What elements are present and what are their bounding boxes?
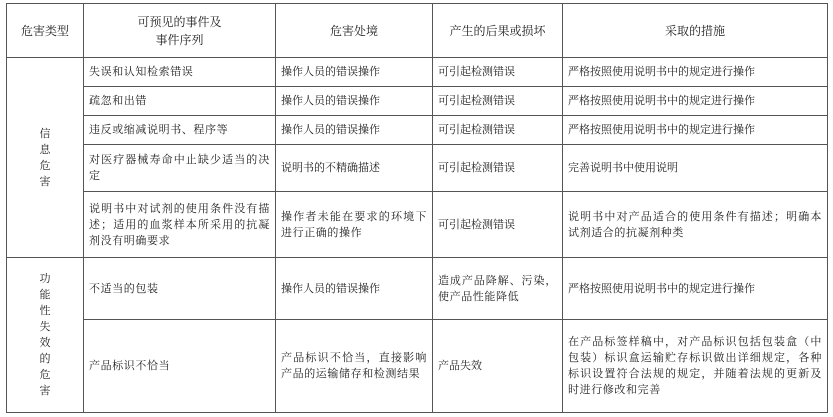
hazard-type-label: 信息危害 bbox=[39, 126, 51, 188]
event-cell: 违反或缩减说明书、程序等 bbox=[84, 116, 276, 145]
consequence-cell: 可引起检测错误 bbox=[433, 192, 563, 258]
header-row bbox=[7, 4, 828, 58]
situation-cell: 操作人员的错误操作 bbox=[276, 116, 433, 145]
event-cell: 产品标识不恰当 bbox=[84, 320, 276, 413]
situation-cell: 操作人员的错误操作 bbox=[276, 58, 433, 87]
measure-cell: 严格按照使用说明书中的规定进行操作 bbox=[563, 116, 828, 145]
situation-cell: 产品标识不恰当，直接影响产品的运输储存和检测结果 bbox=[276, 320, 433, 413]
header-situation: 危害处境 bbox=[276, 4, 433, 58]
measure-cell: 说明书中对产品适合的使用条件有描述；明确本试剂适合的抗凝剂种类 bbox=[563, 192, 828, 258]
header-event bbox=[84, 4, 276, 58]
hazard-type-cell bbox=[7, 258, 84, 413]
measure-cell: 严格按照使用说明书中的规定进行操作 bbox=[563, 58, 828, 87]
consequence-cell: 可引起检测错误 bbox=[433, 87, 563, 116]
event-cell: 失误和认知检索错误 bbox=[84, 58, 276, 87]
situation-cell: 操作人员的错误操作 bbox=[276, 87, 433, 116]
measure-cell: 严格按照使用说明书中的规定进行操作 bbox=[563, 87, 828, 116]
event-cell: 对医疗器械寿命中止缺少适当的决定 bbox=[84, 145, 276, 192]
hazard-type-cell bbox=[7, 58, 84, 258]
header-event-line1: 可预见的事件及 bbox=[137, 14, 222, 29]
table-row bbox=[7, 145, 828, 192]
table-row bbox=[7, 87, 828, 116]
consequence-cell: 造成产品降解、污染，使产品性能降低 bbox=[433, 258, 563, 320]
situation-cell: 操作者未能在要求的环境下进行正确的操作 bbox=[276, 192, 433, 258]
table-row bbox=[7, 116, 828, 145]
hazard-type-label: 功能性失效的危害 bbox=[39, 272, 51, 397]
consequence-cell: 产品失效 bbox=[433, 320, 563, 413]
event-cell: 疏忽和出错 bbox=[84, 87, 276, 116]
consequence-cell: 可引起检测错误 bbox=[433, 145, 563, 192]
event-cell: 说明书中对试剂的使用条件没有描述；适用的血浆样本所采用的抗凝剂没有明确要求 bbox=[84, 192, 276, 258]
header-consequence: 产生的后果或损坏 bbox=[433, 4, 563, 58]
header-event-line2: 事件序列 bbox=[155, 32, 204, 47]
header-hazard-type: 危害类型 bbox=[7, 4, 84, 58]
table-row bbox=[7, 258, 828, 320]
table-row bbox=[7, 192, 828, 258]
measure-cell: 严格按照使用说明书中的规定进行操作 bbox=[563, 258, 828, 320]
measure-cell: 在产品标签样稿中，对产品标识包括包装盒（中包装）标识盒运输贮存标识做出详细规定，各种标识设置符合法规的规定，并随着法规的更新及时进行修改和完善 bbox=[563, 320, 828, 413]
consequence-cell: 可引起检测错误 bbox=[433, 116, 563, 145]
measure-cell: 完善说明书中使用说明 bbox=[563, 145, 828, 192]
table-row bbox=[7, 320, 828, 413]
situation-cell: 操作人员的错误操作 bbox=[276, 258, 433, 320]
situation-cell: 说明书的不精确描述 bbox=[276, 145, 433, 192]
header-measure: 采取的措施 bbox=[563, 4, 828, 58]
table-row bbox=[7, 58, 828, 87]
consequence-cell: 可引起检测错误 bbox=[433, 58, 563, 87]
event-cell: 不适当的包装 bbox=[84, 258, 276, 320]
hazard-analysis-table bbox=[6, 3, 828, 413]
